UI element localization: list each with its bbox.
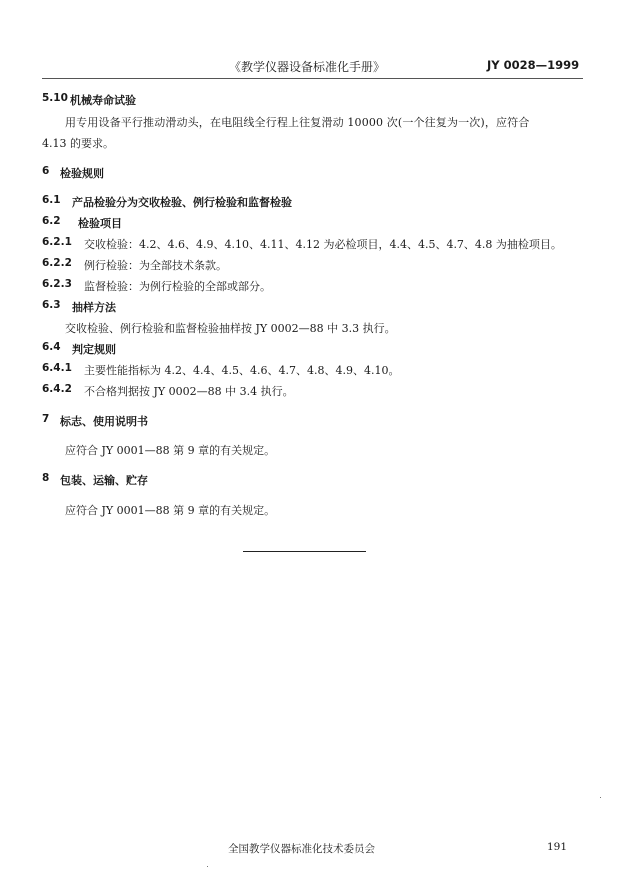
footer-organization: 全国教学仪器标准化技术委员会	[228, 843, 375, 855]
section-6-2-2-text: 例行检验：为全部技术条款。	[84, 259, 227, 272]
section-7-text: 应符合 JY 0001—88 第 9 章的有关规定。	[65, 444, 276, 457]
section-6-2-3-number: 6.2.3	[42, 278, 72, 290]
section-6-3-title: 抽样方法	[72, 301, 116, 314]
section-8-text: 应符合 JY 0001—88 第 9 章的有关规定。	[65, 504, 276, 517]
section-6-3-number: 6.3	[42, 299, 61, 311]
section-8-number: 8	[42, 472, 50, 484]
section-6-title: 检验规则	[60, 167, 104, 180]
section-6-number: 6	[42, 165, 50, 177]
section-5-10-title: 机械寿命试验	[70, 94, 136, 107]
section-5-10-text-line2: 4.13 的要求。	[42, 137, 114, 150]
section-6-2-title: 检验项目	[78, 217, 122, 230]
scan-speck	[600, 797, 601, 798]
section-6-4-2-number: 6.4.2	[42, 383, 72, 395]
section-7-number: 7	[42, 413, 50, 425]
section-6-4-2-text: 不合格判据按 JY 0002—88 中 3.4 执行。	[84, 385, 294, 398]
header-title: 《教学仪器设备标准化手册》	[229, 60, 386, 74]
section-6-2-number: 6.2	[42, 215, 61, 227]
section-6-1-number: 6.1	[42, 194, 61, 206]
section-6-4-1-number: 6.4.1	[42, 362, 72, 374]
end-of-standard-rule	[243, 551, 366, 552]
header-rule	[42, 78, 583, 79]
section-7-title: 标志、使用说明书	[60, 415, 148, 428]
section-6-2-1-number: 6.2.1	[42, 236, 72, 248]
section-6-2-2-number: 6.2.2	[42, 257, 72, 269]
scan-speck	[207, 866, 208, 867]
page-number: 191	[547, 841, 568, 853]
section-5-10-number: 5.10	[42, 92, 68, 104]
section-6-2-3-text: 监督检验：为例行检验的全部或部分。	[84, 280, 271, 293]
section-6-4-title: 判定规则	[72, 343, 116, 356]
section-6-3-text: 交收检验、例行检验和监督检验抽样按 JY 0002—88 中 3.3 执行。	[65, 322, 396, 335]
section-8-title: 包装、运输、贮存	[60, 474, 148, 487]
section-6-2-1-text: 交收检验：4.2、4.6、4.9、4.10、4.11、4.12 为必检项目，4.4、4.5、4.7、4.8 为抽检项目。	[84, 238, 562, 251]
standard-code: JY 0028—1999	[487, 58, 580, 72]
section-6-4-1-text: 主要性能指标为 4.2、4.4、4.5、4.6、4.7、4.8、4.9、4.10。	[84, 364, 400, 377]
section-5-10-text-line1: 用专用设备平行推动滑动头，在电阻线全行程上往复滑动 10000 次(一个往复为一次)，应符合	[65, 116, 530, 129]
section-6-1-title: 产品检验分为交收检验、例行检验和监督检验	[72, 196, 292, 209]
section-6-4-number: 6.4	[42, 341, 61, 353]
